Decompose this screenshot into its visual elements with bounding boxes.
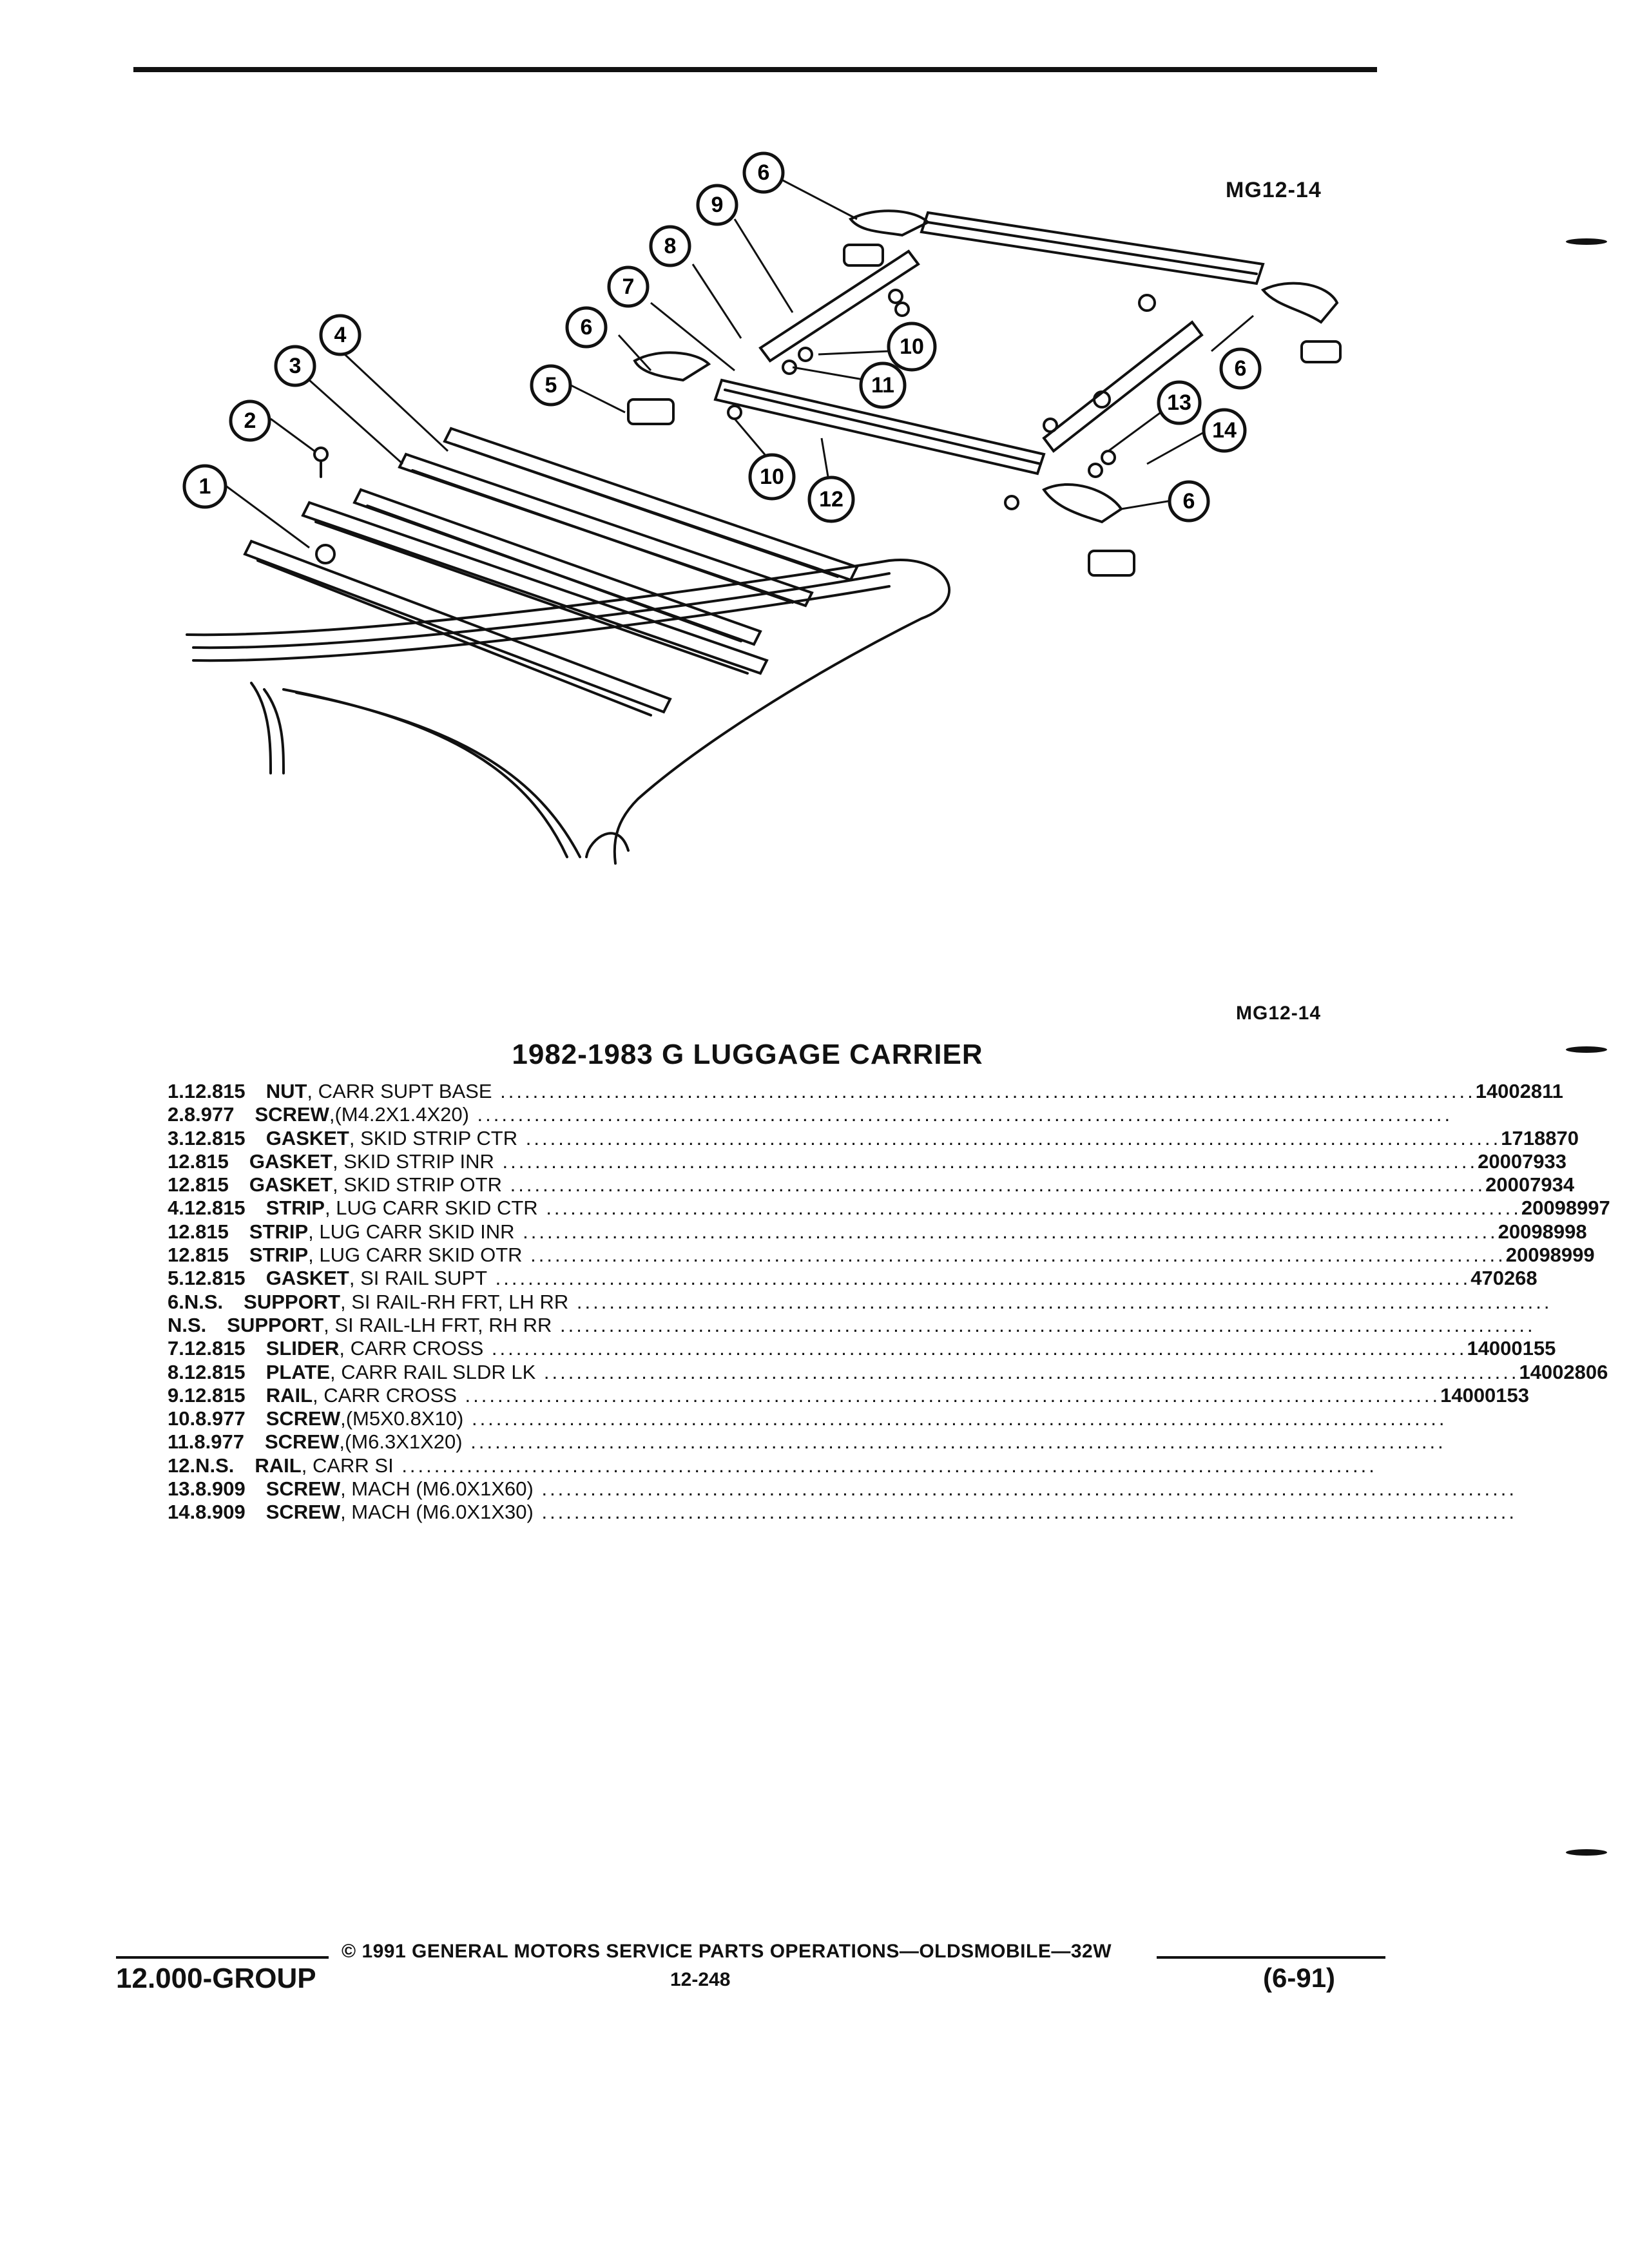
group-number: 12.815 — [184, 1383, 246, 1407]
leader-dots: ........................................................................................................................ — [522, 1244, 1506, 1267]
group-number: 12.815 — [168, 1244, 229, 1267]
callout-2 — [231, 401, 269, 440]
svg-text:6: 6 — [1182, 489, 1195, 514]
leader-dots: ........................................................................................................................ — [487, 1267, 1471, 1290]
part-number: 20098999 — [1505, 1244, 1595, 1267]
group-number: 8.977 — [194, 1430, 244, 1454]
item-number: 10. — [168, 1407, 196, 1430]
part-name: SUPPORT — [227, 1313, 324, 1336]
skid-strip-5 — [245, 541, 670, 712]
item-number: 13. — [168, 1477, 196, 1501]
callout-7 — [609, 267, 648, 306]
part-number: 470268 — [1470, 1267, 1537, 1290]
leader-dots: ........................................................................................................................ — [492, 1080, 1476, 1102]
leader-dots: ........................................................................................................................ — [535, 1360, 1519, 1383]
part-name: SCREW — [265, 1501, 341, 1524]
part-description — [266, 1127, 1501, 1150]
group-number: 12.815 — [184, 1360, 246, 1383]
part-number: 20007934 — [1485, 1173, 1575, 1196]
part-name: STRIP — [249, 1220, 309, 1243]
callout-6a — [567, 308, 606, 347]
part-name: STRIP — [249, 1244, 309, 1267]
group-number: N.S. — [184, 1290, 224, 1313]
group-number: 8.977 — [195, 1407, 246, 1430]
leader-dots: ........................................................................................................................ — [517, 1126, 1501, 1149]
support-6d — [1044, 485, 1121, 522]
part-name: RAIL — [265, 1383, 313, 1407]
part-name: SCREW — [264, 1430, 340, 1454]
part-qualifier: ,(M5X0.8X10) — [340, 1407, 464, 1430]
binding-mark — [1566, 1046, 1607, 1053]
group-number: 12.815 — [184, 1196, 246, 1220]
svg-text:1: 1 — [198, 474, 211, 499]
leader-dots: ........................................................................................................................ — [552, 1313, 1536, 1336]
footer-date: (6-91) — [1263, 1963, 1336, 1993]
svg-text:6: 6 — [580, 315, 593, 340]
parts-row — [168, 1477, 1517, 1501]
group-number: 12.815 — [184, 1337, 246, 1360]
item-number: 11. — [168, 1430, 195, 1454]
callout-6c — [1170, 482, 1208, 521]
parts-row — [168, 1383, 1530, 1407]
roof-outline — [187, 560, 949, 863]
part-name: SCREW — [255, 1103, 329, 1126]
callout-13 — [1159, 382, 1200, 423]
part-qualifier: , LUG CARR SKID CTR — [324, 1196, 538, 1220]
part-qualifier: , LUG CARR SKID OTR — [308, 1244, 523, 1267]
leader-dots: ........................................................................................................................ — [456, 1383, 1441, 1407]
parts-row — [168, 1244, 1595, 1267]
part-description — [227, 1314, 1535, 1337]
parts-row — [168, 1430, 1446, 1454]
part-description — [255, 1103, 1452, 1126]
part-qualifier: , SI RAIL-LH FRT, RH RR — [323, 1313, 552, 1336]
part-description — [249, 1150, 1478, 1173]
gasket-5c — [1302, 341, 1340, 362]
callout-14 — [1204, 410, 1245, 451]
group-number: N.S. — [195, 1454, 235, 1477]
leader-dots: ........................................................................................................................ — [393, 1454, 1377, 1477]
parts-list — [168, 1080, 1610, 1524]
leader-dots: ........................................................................................................................ — [533, 1477, 1517, 1501]
parts-row — [168, 1407, 1447, 1430]
callout-12 — [809, 477, 853, 521]
part-name: SCREW — [265, 1477, 341, 1501]
part-number: 20098998 — [1498, 1220, 1587, 1243]
figure-code-top: MG12-14 — [1226, 178, 1322, 202]
part-qualifier: , SKID STRIP CTR — [349, 1126, 518, 1149]
part-description — [266, 1361, 1519, 1384]
part-description — [265, 1430, 1446, 1454]
part-qualifier: , SKID STRIP OTR — [333, 1173, 502, 1196]
parts-row — [168, 1501, 1517, 1524]
parts-row — [168, 1454, 1392, 1477]
gasket-5d — [1089, 551, 1134, 575]
support-6c — [1263, 284, 1337, 322]
svg-text:13: 13 — [1167, 390, 1191, 415]
group-number: 12.815 — [168, 1220, 229, 1243]
parts-row — [168, 1360, 1608, 1384]
part-description — [266, 1196, 1521, 1220]
parts-row — [168, 1267, 1537, 1290]
part-name: NUT — [265, 1080, 307, 1102]
footer-copyright: © 1991 GENERAL MOTORS SERVICE PARTS OPERATIONS—OLDSMOBILE—32W — [342, 1941, 1112, 1962]
leader-dots: ........................................................................................................................ — [462, 1430, 1446, 1454]
footer-page-number: 12-248 — [670, 1969, 731, 1990]
part-qualifier: , CARR SUPT BASE — [307, 1080, 492, 1102]
parts-row — [168, 1220, 1587, 1244]
part-number: 14000155 — [1467, 1337, 1556, 1360]
item-number: 12. — [168, 1454, 196, 1477]
item-number: 4. — [168, 1196, 184, 1220]
parts-row — [168, 1290, 1552, 1314]
group-number: 12.815 — [184, 1126, 246, 1149]
part-description — [249, 1173, 1485, 1196]
part-number: 14002806 — [1519, 1360, 1608, 1383]
part-name: PLATE — [265, 1360, 330, 1383]
svg-text:2: 2 — [244, 408, 256, 433]
part-name: SCREW — [265, 1407, 341, 1430]
parts-row — [168, 1126, 1579, 1150]
part-qualifier: , CARR CROSS — [339, 1337, 484, 1360]
parts-row — [168, 1103, 1453, 1126]
group-number: 12.815 — [184, 1267, 246, 1290]
part-description — [266, 1407, 1447, 1430]
part-number: 14002811 — [1475, 1080, 1563, 1102]
footer-rule-left — [116, 1956, 329, 1959]
item-number: 5. — [168, 1267, 184, 1290]
group-number: N.S. — [168, 1313, 207, 1336]
part-description — [266, 1267, 1471, 1290]
part-name: SLIDER — [265, 1337, 340, 1360]
binding-mark — [1566, 238, 1607, 245]
item-number: 7. — [168, 1337, 184, 1360]
leader-dots: ........................................................................................................................ — [463, 1407, 1447, 1430]
part-description — [249, 1244, 1506, 1267]
figure-code-bottom: MG12-14 — [1236, 1003, 1322, 1024]
part-name: GASKET — [249, 1173, 333, 1196]
svg-text:9: 9 — [711, 193, 724, 217]
part-name: GASKET — [265, 1126, 349, 1149]
svg-text:12: 12 — [819, 487, 843, 512]
svg-text:5: 5 — [545, 373, 557, 398]
parts-row — [168, 1196, 1610, 1220]
part-name: SUPPORT — [244, 1290, 341, 1313]
binding-mark — [1566, 1849, 1607, 1856]
item-number: 8. — [168, 1360, 184, 1383]
leader-dots: ........................................................................................................................ — [502, 1173, 1486, 1196]
gasket-5a — [628, 399, 673, 424]
svg-text:8: 8 — [664, 234, 677, 258]
item-number: 3. — [168, 1126, 184, 1149]
parts-row — [168, 1149, 1567, 1173]
parts-row — [168, 1337, 1556, 1360]
item-number: 6. — [168, 1290, 184, 1313]
parts-row — [168, 1313, 1536, 1337]
group-number: 8.909 — [195, 1477, 246, 1501]
callout-3 — [276, 347, 314, 385]
leader-dots: ........................................................................................................................ — [568, 1290, 1552, 1313]
group-number: 12.815 — [168, 1173, 229, 1196]
group-number: 12.815 — [168, 1149, 229, 1173]
svg-text:11: 11 — [871, 373, 894, 398]
part-description — [255, 1454, 1376, 1477]
svg-text:3: 3 — [289, 354, 302, 378]
leader-dots: ........................................................................................................................ — [533, 1501, 1517, 1524]
svg-text:6: 6 — [757, 160, 770, 185]
part-number: 20007933 — [1478, 1149, 1567, 1173]
group-number: 12.815 — [184, 1080, 246, 1102]
parts-row — [168, 1173, 1575, 1196]
leader-dots: ........................................................................................................................ — [514, 1220, 1498, 1243]
parts-row — [168, 1080, 1563, 1103]
footer-rule-right — [1157, 1956, 1385, 1959]
svg-text:4: 4 — [334, 323, 347, 347]
part-description — [249, 1220, 1498, 1244]
part-name: RAIL — [255, 1454, 302, 1477]
part-name: STRIP — [265, 1196, 325, 1220]
leader-dots: ........................................................................................................................ — [468, 1103, 1453, 1126]
part-name: GASKET — [265, 1267, 349, 1290]
support-6a — [851, 211, 928, 235]
callout-10b — [750, 455, 794, 499]
svg-text:6: 6 — [1234, 356, 1247, 381]
part-qualifier: , LUG CARR SKID INR — [308, 1220, 515, 1243]
callout-1 — [184, 466, 226, 507]
callout-5 — [532, 366, 570, 405]
item-number: 14. — [168, 1501, 196, 1524]
part-qualifier: ,(M4.2X1.4X20) — [329, 1103, 469, 1126]
part-qualifier: , MACH (M6.0X1X30) — [340, 1501, 534, 1524]
part-description — [266, 1384, 1440, 1407]
item-number: 1. — [168, 1080, 184, 1102]
svg-text:7: 7 — [622, 274, 635, 299]
callout-8 — [651, 227, 689, 265]
part-qualifier: , SKID STRIP INR — [333, 1149, 494, 1173]
page-title: 1982-1983 G LUGGAGE CARRIER — [512, 1039, 983, 1070]
part-qualifier: , MACH (M6.0X1X60) — [340, 1477, 534, 1501]
leader-dots: ........................................................................................................................ — [494, 1149, 1478, 1173]
parts-diagram — [0, 0, 1629, 928]
group-number: 8.977 — [184, 1103, 235, 1126]
callout-4 — [321, 316, 360, 354]
leader-dots: ........................................................................................................................ — [483, 1337, 1467, 1360]
callout-6b — [744, 153, 783, 192]
footer-group: 12.000-GROUP — [116, 1963, 316, 1994]
svg-text:10: 10 — [900, 334, 924, 359]
callout-9 — [698, 186, 737, 224]
part-qualifier: ,(M6.3X1X20) — [339, 1430, 463, 1454]
part-qualifier: , SI RAIL SUPT — [349, 1267, 488, 1290]
part-name: GASKET — [249, 1149, 333, 1173]
leader-dots: ........................................................................................................................ — [537, 1196, 1521, 1220]
item-number: 2. — [168, 1103, 184, 1126]
part-description — [266, 1477, 1517, 1501]
item-number: 9. — [168, 1383, 184, 1407]
svg-text:14: 14 — [1212, 418, 1237, 443]
part-number: 14000153 — [1440, 1383, 1530, 1407]
part-qualifier: , SI RAIL-RH FRT, LH RR — [340, 1290, 569, 1313]
part-description — [266, 1501, 1517, 1524]
callout-11 — [861, 363, 905, 407]
part-qualifier: , CARR SI — [301, 1454, 394, 1477]
part-qualifier: , CARR CROSS — [313, 1383, 457, 1407]
callout-10a — [889, 323, 935, 370]
group-number: 8.909 — [195, 1501, 246, 1524]
part-qualifier: , CARR RAIL SLDR LK — [330, 1360, 536, 1383]
svg-text:10: 10 — [760, 465, 784, 489]
part-number: 1718870 — [1501, 1126, 1579, 1149]
part-description — [266, 1337, 1467, 1360]
part-description — [244, 1291, 1552, 1314]
part-description — [266, 1080, 1476, 1103]
gasket-5b — [844, 245, 883, 265]
callout-6d — [1221, 349, 1260, 388]
part-number: 20098997 — [1521, 1196, 1610, 1220]
